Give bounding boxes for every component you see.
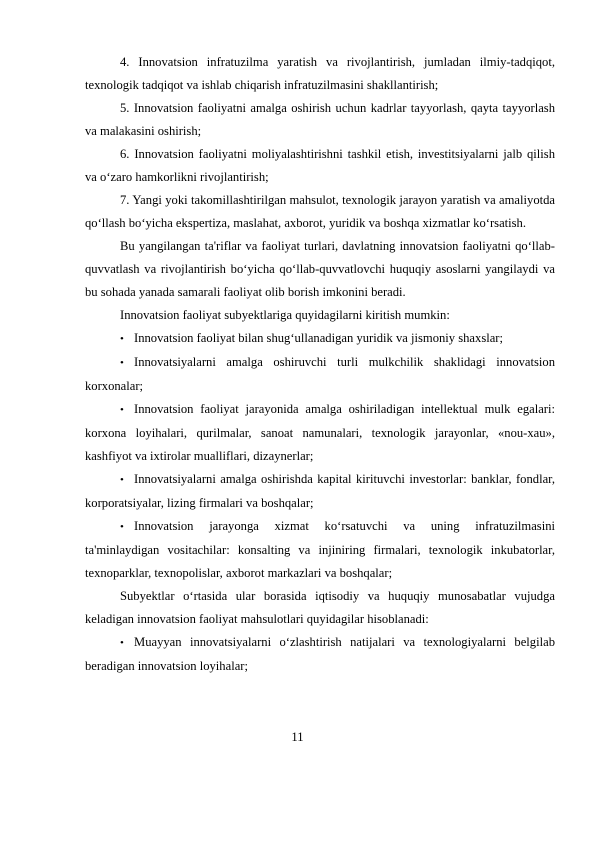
bullet-icon [120, 515, 134, 539]
bullet-item [85, 515, 555, 585]
paragraph-subjects-intro: Innovatsion faoliyat subyektlariga quyidagilarni kiritish mumkin: [120, 308, 450, 322]
bullet-item [85, 468, 555, 515]
bullet-text: Muayyan innovatsiyalarni o‘zlashtirish natijalari va texnologiyalarni belgilab beradigan innovatsion loyihalar; [85, 635, 555, 673]
paragraph-products-intro: Subyektlar o‘rtasida ular borasida iqtisodiy va huquqiy munosabatlar vujudga keladigan innovatsion faoliyat mahsulotlari quyidagilar hisoblanadi: [85, 589, 555, 626]
bullet-icon [120, 468, 134, 492]
bullet-text: Innovatsion faoliyat jarayonida amalga oshiriladigan intellektual mulk egalari: korxona loyihalari, qurilmalar, sanoat namunalari, texnologik jarayonlar, «nou-xau», kashfiyot va ixtirolar mualliflari, dizaynerlar; [85, 402, 555, 463]
paragraph-item-5: 5. Innovatsion faoliyatni amalga oshirish uchun kadrlar tayyorlash, qayta tayyorlash va malakasini oshirish; [85, 101, 555, 138]
bullet-icon [120, 631, 134, 655]
paragraph-summary: Bu yangilangan ta'riflar va faoliyat turlari, davlatning innovatsion faoliyatni qo‘llab-quvvatlash va rivojlantirish bo‘yicha qo‘llab-quvvatlovchi huquqiy asoslarni yangilaydi va bu sohada yanada samarali faoliyat olib borish imkonini beradi. [85, 239, 555, 299]
document-body [85, 51, 555, 678]
bullet-text: Innovatsion jarayonga xizmat ko‘rsatuvchi va uning infratuzilmasini ta'minlaydigan vositachilar: konsalting va injiniring firmalari, texnologik inkubatorlar, texnoparklar, texnopolislar, axborot markazlari va boshqalar; [85, 519, 555, 580]
paragraph-item-4: 4. Innovatsion infratuzilma yaratish va rivojlantirish, jumladan ilmiy-tadqiqot, texnologik tadqiqot va ishlab chiqarish infratuzilmasini shakllantirish; [85, 55, 555, 92]
bullet-icon [120, 351, 134, 375]
paragraph-item-6: 6. Innovatsion faoliyatni moliyalashtirishni tashkil etish, investitsiyalarni jalb qilish va o‘zaro hamkorlikni rivojlantirish; [85, 147, 555, 184]
bullet-item [85, 398, 555, 468]
bullet-item [85, 351, 555, 398]
bullet-item [85, 327, 555, 351]
page-number: 11 [291, 730, 304, 744]
bullet-icon [120, 398, 134, 422]
paragraph-item-7: 7. Yangi yoki takomillashtirilgan mahsulot, texnologik jarayon yaratish va amaliyotda qo‘llash bo‘yicha ekspertiza, maslahat, axborot, yuridik va boshqa xizmatlar ko‘rsatish. [85, 193, 555, 230]
bullet-text: Innovatsiyalarni amalga oshirishda kapital kirituvchi investorlar: banklar, fondlar, korporatsiyalar, lizing firmalari va boshqalar; [85, 472, 555, 510]
bullet-item [85, 631, 555, 678]
bullet-icon [120, 327, 134, 351]
bullet-text: Innovatsion faoliyat bilan shug‘ullanadigan yuridik va jismoniy shaxslar; [134, 331, 504, 345]
bullet-text: Innovatsiyalarni amalga oshiruvchi turli mulkchilik shaklidagi innovatsion korxonalar; [85, 355, 555, 393]
